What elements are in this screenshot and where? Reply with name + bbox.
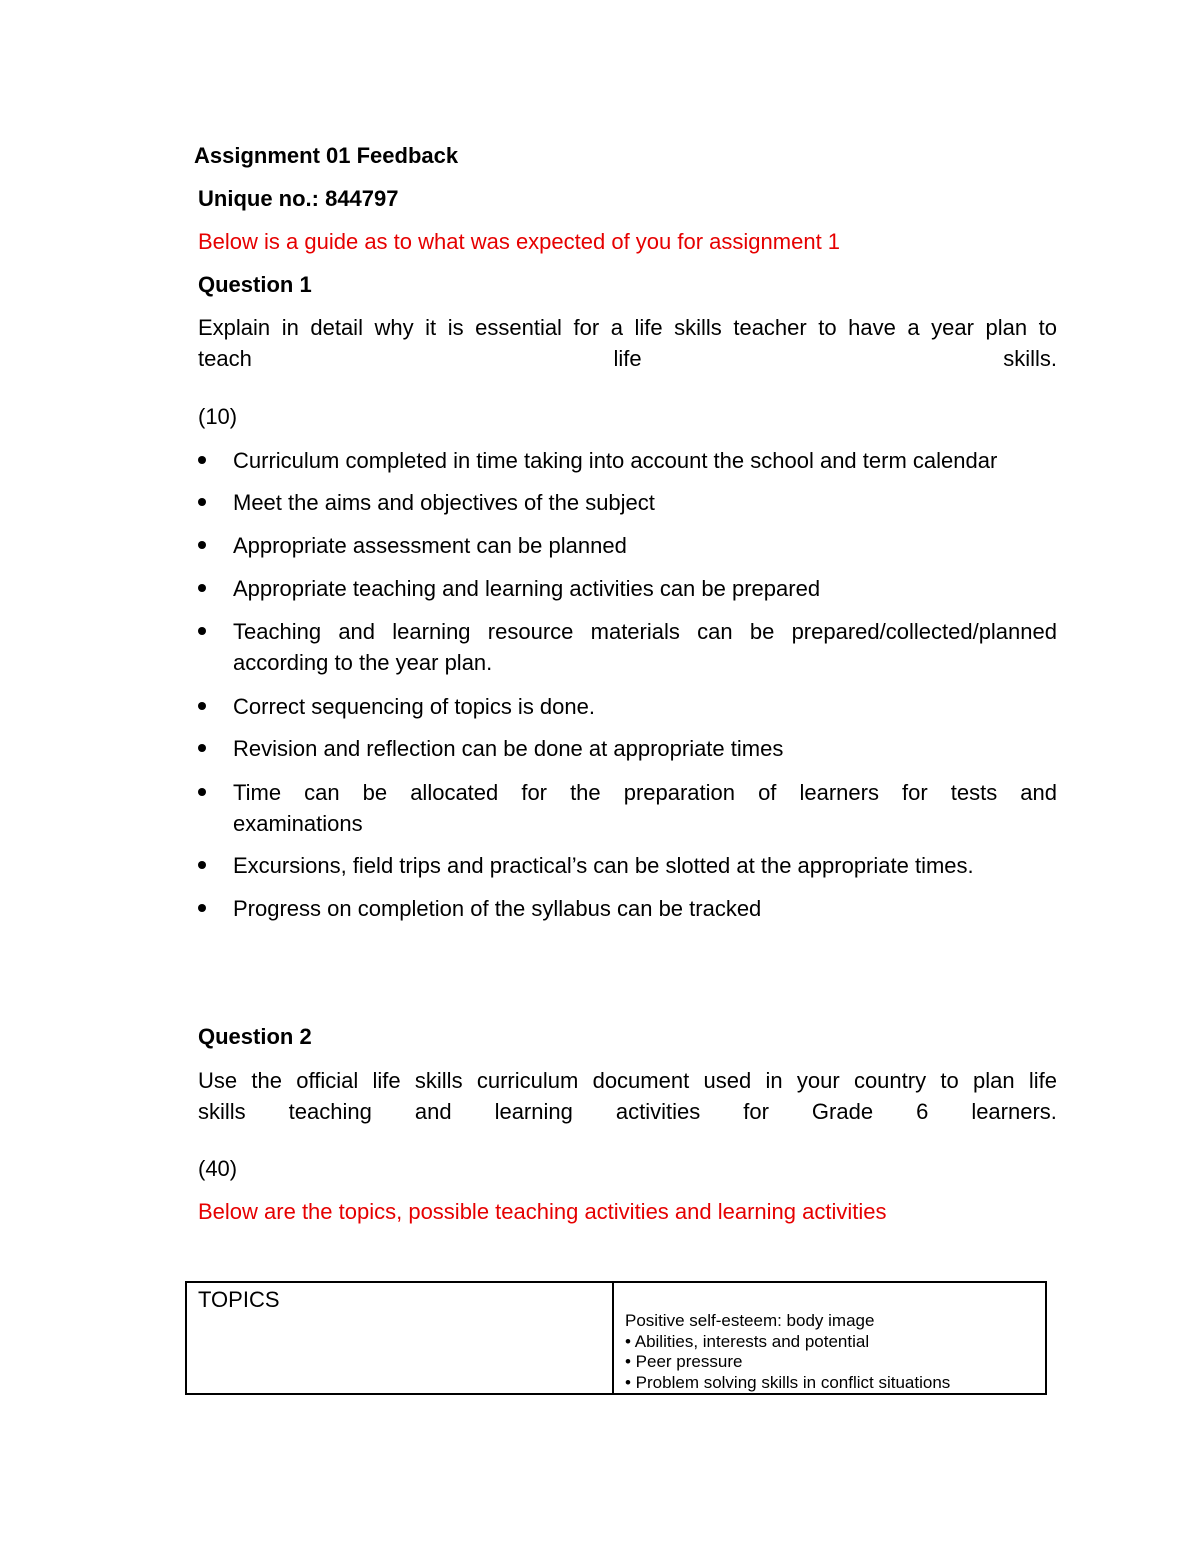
bullet-item-line-2: examinations [233, 811, 363, 836]
question-1-prompt-line-1-text: Explain in detail why it is essential for a life skills teacher to have a year plan to [198, 315, 1057, 340]
question-2-heading: Question 2 [198, 1024, 312, 1049]
question-1-word: life [613, 346, 642, 371]
question-2-word: activities [615, 1099, 701, 1124]
bullet-item: Curriculum completed in time taking into account the school and term calendar [233, 448, 998, 473]
bullet-item: Progress on completion of the syllabus can be tracked [233, 896, 762, 921]
bullet-item: Meet the aims and objectives of the subject [233, 490, 655, 515]
bullet-item-text: Time can be allocated for the preparation of learners for tests and [233, 780, 1057, 805]
bullet-dot [198, 627, 206, 635]
bullet-dot [198, 744, 206, 752]
table-row [186, 1282, 1046, 1394]
question-2-word: skills [198, 1099, 246, 1124]
bullet-item-line-2: according to the year plan. [233, 650, 493, 675]
question-1-heading: Question 1 [198, 272, 312, 297]
question-2-word: 6 [916, 1099, 929, 1124]
bullet-item: Excursions, field trips and practical’s can be slotted at the appropriate times. [233, 853, 974, 878]
question-2-word: for [743, 1099, 769, 1124]
bullet-dot [198, 861, 206, 869]
bullet-dot [198, 702, 206, 710]
question-2-word: and [414, 1099, 452, 1124]
bullet-dot [198, 498, 206, 506]
question-2-prompt-line-1-text: Use the official life skills curriculum document used in your country to plan life [198, 1068, 1057, 1093]
question-1-word: teach [198, 346, 252, 371]
topics-header: TOPICS [198, 1287, 280, 1312]
bullet-dot [198, 456, 206, 464]
guide-note: Below is a guide as to what was expected of you for assignment 1 [198, 229, 841, 254]
topic-line: • Peer pressure [625, 1352, 743, 1371]
question-1-marks: (10) [198, 404, 238, 429]
question-2-word: learning [494, 1099, 573, 1124]
topics-header-cell [186, 1282, 613, 1394]
bullet-item: Appropriate teaching and learning activities can be prepared [233, 576, 821, 601]
bullet-dot [198, 788, 206, 796]
bullet-item-text: Teaching and learning resource materials can be prepared/collected/planned [233, 619, 1057, 644]
topics-list-cell [613, 1282, 1046, 1394]
topic-line: Positive self-esteem: body image [625, 1311, 875, 1330]
bullet-item: Revision and reflection can be done at appropriate times [233, 736, 784, 761]
bullet-item: Correct sequencing of topics is done. [233, 694, 595, 719]
bullet-dot [198, 541, 206, 549]
bullet-item-line-1 [233, 619, 1057, 645]
question-1-word: skills. [1003, 346, 1057, 371]
bullet-dot [198, 584, 206, 592]
question-2-note: Below are the topics, possible teaching activities and learning activities [198, 1199, 887, 1224]
question-2-word: teaching [288, 1099, 372, 1124]
question-1-prompt-line-1 [198, 315, 1057, 341]
unique-number: Unique no.: 844797 [198, 186, 399, 211]
bullet-item-line-1 [233, 780, 1057, 806]
bullet-item: Appropriate assessment can be planned [233, 533, 627, 558]
topic-line: • Abilities, interests and potential [625, 1331, 870, 1351]
question-2-word: learners. [971, 1099, 1057, 1124]
document-title: Assignment 01 Feedback [194, 143, 459, 168]
question-1-prompt-line-2 [198, 346, 1057, 372]
question-2-prompt-line-1 [198, 1068, 1057, 1094]
bullet-dot [198, 904, 206, 912]
topics-table [185, 1281, 1047, 1395]
question-2-prompt-line-2 [198, 1099, 1057, 1125]
topic-line: • Problem solving skills in conflict situations [625, 1372, 951, 1392]
question-2-word: Grade [811, 1099, 874, 1124]
question-2-marks: (40) [198, 1156, 238, 1181]
